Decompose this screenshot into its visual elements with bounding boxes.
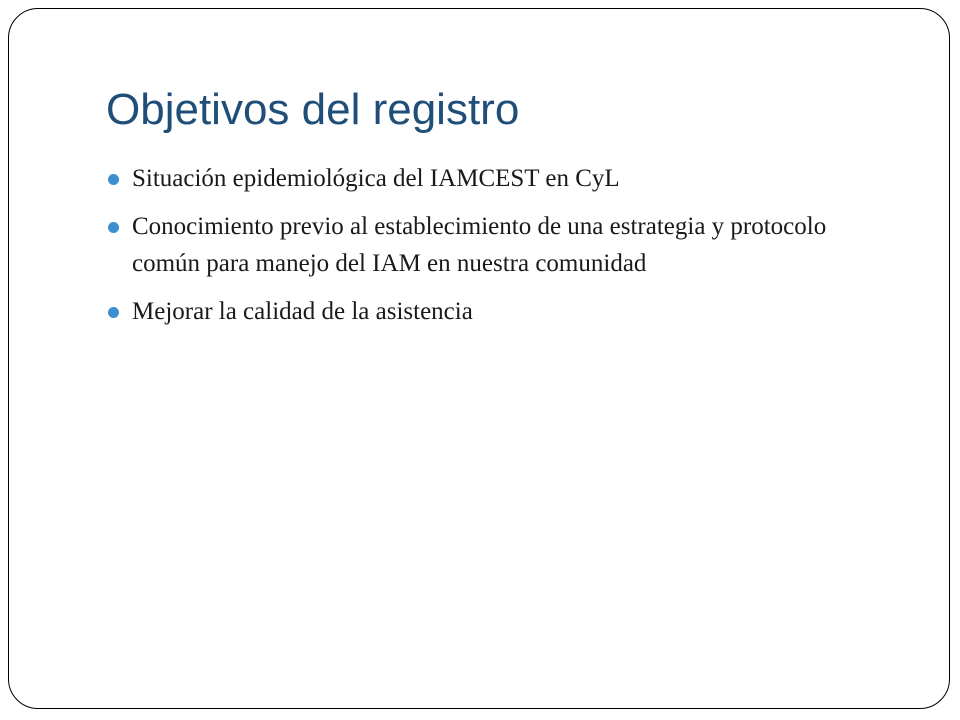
- bullet-icon: [108, 174, 119, 185]
- bullet-icon: [108, 307, 119, 318]
- bullet-text: Mejorar la calidad de la asistencia: [132, 298, 473, 325]
- bullet-text: Situación epidemiológica del IAMCEST en CyL: [132, 165, 620, 192]
- bullet-icon: [108, 222, 119, 233]
- bullet-list: [106, 160, 896, 341]
- slide-title: Objetivos del registro: [106, 85, 520, 134]
- bullet-item: [106, 160, 896, 197]
- bullet-text: Conocimiento previo al establecimiento de una estrategia y protocolo común para manejo del IAM en nuestra comunidad: [132, 213, 827, 277]
- bullet-item: [106, 208, 896, 282]
- bullet-item: [106, 293, 896, 330]
